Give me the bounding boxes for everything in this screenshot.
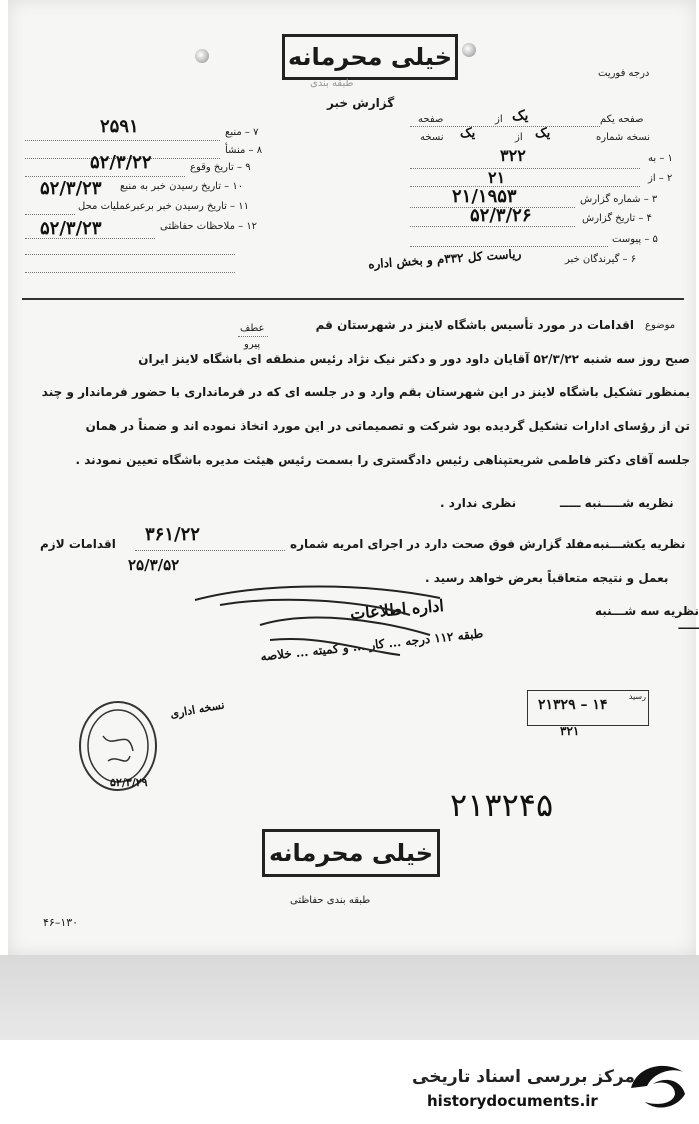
urgency-label: درجه فوریت: [598, 68, 650, 79]
field-report-date-value: ۵۲/۳/۲۶: [470, 205, 532, 226]
brand-logo-icon: [625, 1058, 691, 1116]
page-suffix: صفحه: [418, 114, 444, 125]
scan-bottom-strip: [0, 955, 699, 1040]
field-report-number-value: ۲۱/۱۹۵۳: [452, 186, 517, 207]
subject-label: موضوع: [645, 320, 676, 331]
big-handwritten-number: ۲۱۳۲۴۵: [450, 786, 554, 824]
field-event-date-label: ۹ – تاریخ وقوع: [190, 162, 251, 173]
field-received-source-label: ۱۰ – تاریخ رسیدن خبر به منبع: [120, 181, 244, 192]
opinion-sunday-text: مفاد گزارش فوق صحت دارد در اجرای امریه شماره: [290, 537, 593, 551]
margin-note-1: عطف: [240, 323, 265, 334]
received-stamp-label: رسید: [628, 692, 646, 701]
field-report-number-label: ۳ – شماره گزارش: [580, 194, 658, 205]
field-recipients-value: ریاست کل ۳۳۲م و بخش اداره: [367, 246, 522, 272]
margin-note-2: پیرو: [244, 339, 261, 350]
page-of: از: [495, 114, 503, 125]
field-security-notes-label: ۱۲ – ملاحظات حفاظتی: [160, 221, 258, 232]
field-from-value: ۲۱: [488, 168, 506, 187]
copy-label: نسخه شماره: [596, 132, 650, 143]
body-line-2: بمنظور تشکیل باشگاه لاینز در این شهرستان بقم وارد و در جلسه ای که در فرمانداری با حضور فرماندار و چند: [41, 385, 690, 399]
opinion-saturday-text: نظری ندارد .: [440, 496, 517, 510]
site-footer: [0, 1040, 699, 1124]
field-from-label: ۲ – از: [648, 173, 673, 184]
opinion-saturday-label: نظریه شـــــنبه ـــــ: [560, 496, 674, 510]
form-code: ۴۶–۱۳۰: [43, 916, 79, 929]
pin-right-icon: [462, 43, 476, 57]
body-line-1: صبح روز سه شنبه ۵۲/۳/۲۲ آقایان داود دور و دکتر نیک نژاد رئیس منطقه ای باشگاه لاینز ایران: [138, 352, 690, 366]
page-label: صفحه یکم: [600, 114, 644, 125]
field-source-label: ۷ – منبع: [225, 127, 259, 138]
field-attachment-label: ۵ – پیوست: [612, 234, 658, 245]
opinion-tuesday-label: نظریه سه شـــنبه ـــــ: [594, 604, 699, 632]
copy-suffix: نسخه: [420, 132, 444, 143]
opinion-sunday-tail: اقدامات لازم: [40, 537, 116, 551]
opinion-sunday-label: نظریه یکشـــنبه ـــــ: [568, 537, 686, 551]
circular-stamp-date: ۵۲/۳/۲۹: [110, 776, 148, 789]
subject-text: اقدامات در مورد تأسیس باشگاه لاینز در شهرستان قم: [315, 318, 634, 332]
pin-left-icon: [195, 49, 209, 63]
copy-total: یک: [460, 126, 476, 141]
field-to-label: ۱ – به: [648, 153, 673, 164]
brand-url[interactable]: historydocuments.ir: [427, 1092, 598, 1110]
copy-of: از: [515, 132, 523, 143]
opinion-sunday-line2: بعمل و نتیجه متعاقباً بعرض خواهد رسید .: [425, 571, 669, 585]
field-security-notes-value: ۵۲/۳/۲۳: [40, 218, 102, 239]
handwritten-note: طبقه ۱۱۲ درجه ... کار ... و کمیته ... خلاصه: [259, 626, 484, 664]
opinion-tuesday-signature: اداره اطلاعات: [349, 595, 445, 624]
received-stamp: [527, 690, 649, 726]
body-line-4: جلسه آقای دکتر فاطمی شریعتپناهی رئیس دادگستری را بسمت رئیس هیئت مدیره باشگاه تعیین نمودند .: [75, 453, 690, 467]
field-origin-label: ۸ – منشأ: [225, 145, 263, 156]
body-line-3: تن از رؤسای ادارات تشکیل گردیده بود شرکت و تصمیماتی در این مورد اتخاذ نموده اند و ضمناً در همان: [85, 419, 690, 433]
field-received-ops-label: ۱۱ – تاریخ رسیدن خبر برعبرعملیات محل: [78, 201, 249, 212]
field-to-value: ۳۲۲: [500, 146, 526, 165]
page-value: یک: [512, 108, 529, 124]
received-stamp-sub: ۳۲۱: [560, 724, 580, 738]
document-paper: [8, 0, 696, 955]
top-classification-stamp: خیلی محرمانه: [282, 34, 458, 80]
field-recipients-label: ۶ – گیرندگان خبر: [565, 254, 637, 265]
brand-name: مرکز بررسی اسناد تاریخی: [412, 1067, 635, 1087]
classification-caption: طبقه بندی حفاظتی: [290, 895, 371, 906]
signature-scribble: [190, 580, 450, 670]
opinion-sunday-number: ۳۶۱/۲۲: [145, 524, 200, 545]
faded-under-stamp: طبقه بندی: [310, 78, 354, 89]
field-received-source-value: ۵۲/۳/۲۳: [40, 178, 102, 199]
opinion-sunday-date: ۲۵/۳/۵۲: [128, 556, 180, 574]
field-event-date-value: ۵۲/۳/۲۲: [90, 152, 152, 173]
bottom-classification-stamp: خیلی محرمانه: [262, 829, 440, 877]
field-report-date-label: ۴ – تاریخ گزارش: [582, 213, 652, 224]
report-title: گزارش خبر: [327, 96, 395, 110]
circular-stamp-note: نسخه اداری: [169, 698, 226, 721]
copy-value: یک: [535, 126, 551, 141]
field-source-value: ۲۵۹۱: [100, 116, 139, 137]
received-stamp-value: ۲۱۳۲۹ – ۱۴: [538, 697, 608, 713]
